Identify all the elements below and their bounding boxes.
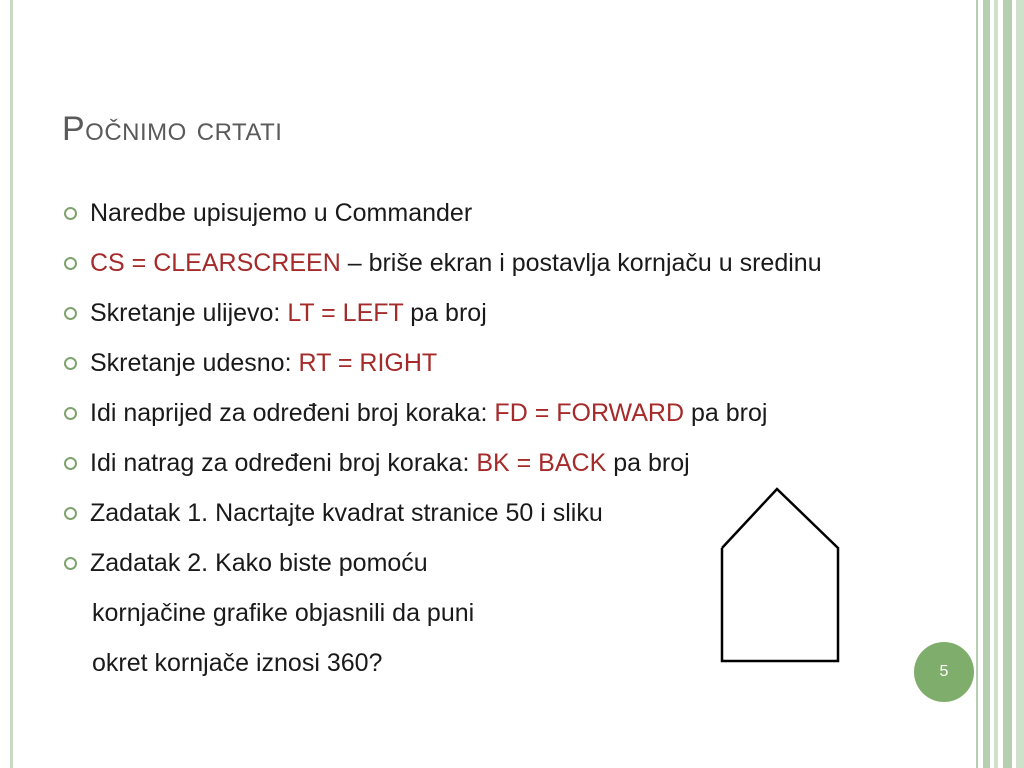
- continuation-line: [62, 588, 822, 638]
- bullet-text-part: Idi naprijed za određeni broj koraka:: [90, 398, 495, 427]
- bullet-circle-icon: [64, 407, 77, 420]
- right-decor-stripe: [1003, 0, 1012, 768]
- slide-title: Počnimo crtati: [62, 110, 283, 148]
- house-drawing: [718, 486, 844, 666]
- bullet-item: [62, 238, 822, 288]
- bullet-item: [62, 488, 822, 538]
- bullet-text-part: Skretanje udesno:: [90, 348, 299, 377]
- page-number-badge: 5: [914, 642, 974, 702]
- bullet-list: [62, 188, 822, 688]
- bullet-circle-icon: [64, 507, 77, 520]
- bullet-circle-icon: [64, 307, 77, 320]
- right-decor-stripe: [976, 0, 978, 768]
- bullet-text: [90, 399, 767, 428]
- bullet-circle-icon: [64, 557, 77, 570]
- continuation-text: kornjačine grafike objasnili da puni: [92, 598, 475, 627]
- right-decor-stripe: [994, 0, 998, 768]
- bullet-item: [62, 388, 822, 438]
- bullet-text-part: pa broj: [403, 298, 487, 327]
- bullet-text: [90, 449, 690, 478]
- bullet-circle-icon: [64, 257, 77, 270]
- bullet-item: [62, 288, 822, 338]
- continuation-line: [62, 638, 822, 688]
- command-text: RT = RIGHT: [298, 348, 438, 377]
- bullet-text: [90, 199, 472, 228]
- bullet-text-part: Zadatak 1. Nacrtajte kvadrat stranice 50 i sliku: [90, 498, 603, 527]
- bullet-text: [90, 299, 487, 328]
- command-text: LT = LEFT: [287, 298, 404, 327]
- right-decor-stripe: [983, 0, 990, 768]
- bullet-text-part: – briše ekran i postavlja kornjaču u sredinu: [340, 248, 822, 277]
- bullet-circle-icon: [64, 207, 77, 220]
- bullet-text-part: pa broj: [684, 398, 768, 427]
- bullet-text-part: Zadatak 2. Kako biste pomoću: [90, 548, 428, 577]
- bullet-text: [90, 499, 603, 528]
- bullet-text-part: Naredbe upisujemo u Commander: [90, 198, 473, 227]
- command-text: CS = CLEARSCREEN: [90, 248, 341, 277]
- bullet-text: [90, 549, 428, 578]
- bullet-text: [90, 349, 437, 378]
- bullet-text-part: Idi natrag za određeni broj koraka:: [90, 448, 477, 477]
- bullet-text-part: Skretanje ulijevo:: [90, 298, 288, 327]
- command-text: FD = FORWARD: [494, 398, 685, 427]
- bullet-circle-icon: [64, 357, 77, 370]
- bullet-item: [62, 338, 822, 388]
- right-decor-stripe: [1016, 0, 1024, 768]
- bullet-text: [90, 249, 822, 278]
- bullet-item: [62, 188, 822, 238]
- left-frame-border: [10, 0, 13, 768]
- continuation-text: okret kornjače iznosi 360?: [92, 648, 383, 677]
- bullet-circle-icon: [64, 457, 77, 470]
- bullet-item: [62, 438, 822, 488]
- command-text: BK = BACK: [476, 448, 607, 477]
- bullet-item: [62, 538, 822, 588]
- bullet-text-part: pa broj: [606, 448, 690, 477]
